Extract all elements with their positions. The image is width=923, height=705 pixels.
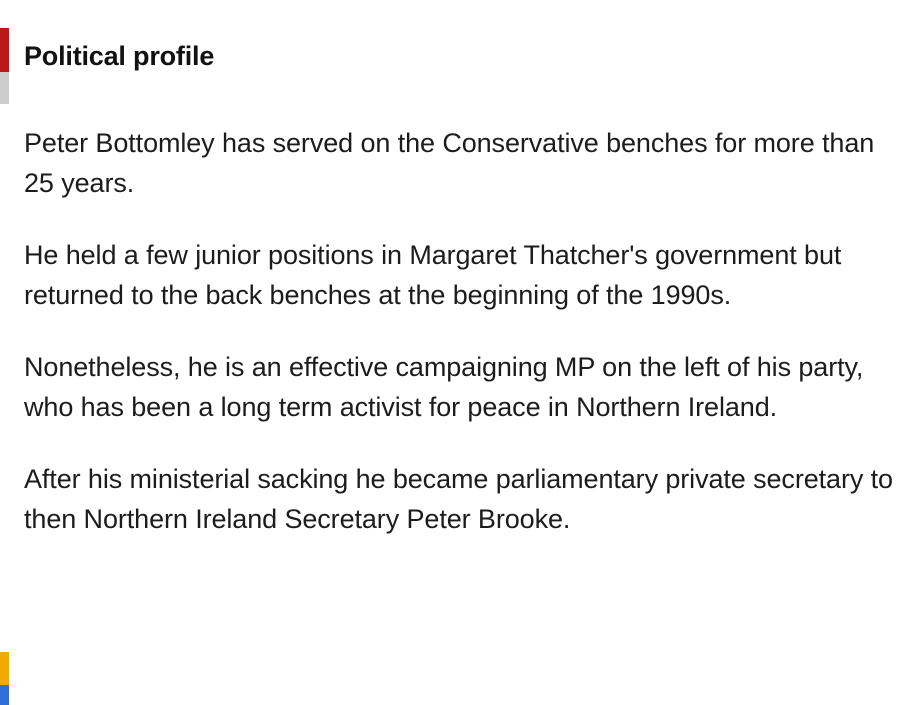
article-content	[24, 0, 904, 539]
heading-accent-bar	[0, 28, 9, 72]
article-paragraph: Nonetheless, he is an effective campaigning MP on the left of his party, who has been a long term activist for peace in Northern Ireland.	[24, 352, 864, 422]
section-heading: Political profile	[24, 41, 215, 71]
article-paragraph: Peter Bottomley has served on the Conservative benches for more than 25 years.	[24, 128, 875, 198]
article-paragraph: After his ministerial sacking he became parliamentary private secretary to then Northern Ireland Secretary Peter Brooke.	[24, 464, 893, 534]
blue-accent-bar	[0, 685, 9, 705]
article-paragraph: He held a few junior positions in Margaret Thatcher's government but returned to the back benches at the beginning of the 1990s.	[24, 240, 842, 310]
yellow-accent-bar	[0, 652, 9, 685]
grey-accent-bar	[0, 72, 9, 104]
left-accent-rail	[0, 0, 9, 705]
